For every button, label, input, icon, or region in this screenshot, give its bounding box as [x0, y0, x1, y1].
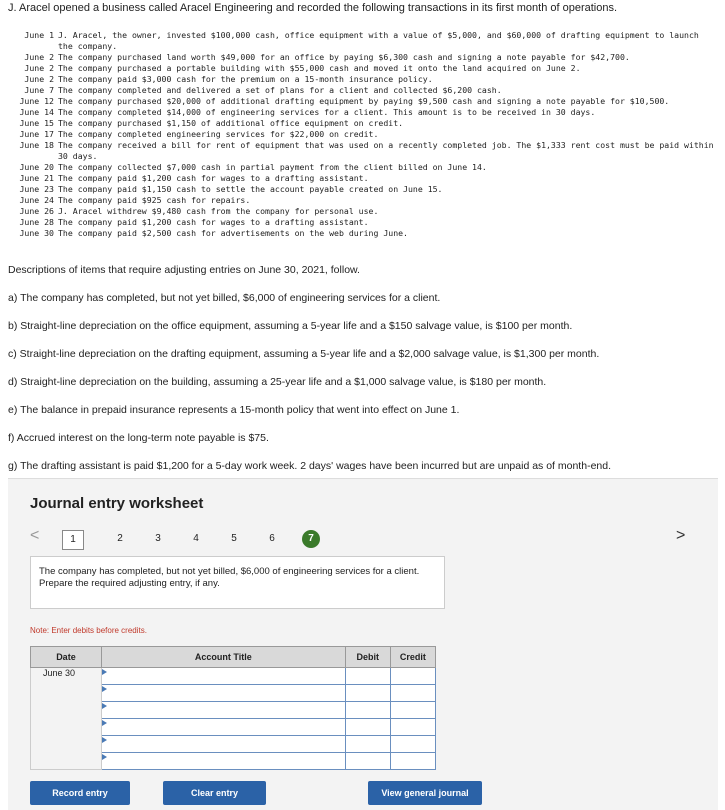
entry-prompt: The company has completed, but not yet billed, $6,000 of engineering services for a client. Prepare the required adjusting entry, if any.	[30, 556, 445, 609]
account-title-select[interactable]	[101, 702, 345, 719]
adjustment-item: b) Straight-line depreciation on the office equipment, assuming a 5-year life and a $150 salvage value, is $100 per month.	[8, 320, 573, 332]
transaction-text: The company collected $7,000 cash in partial payment from the client billed on June 14.	[58, 162, 487, 172]
account-title-column-header: Account Title	[101, 647, 345, 668]
account-title-select[interactable]	[101, 719, 345, 736]
transaction-date: June 15	[19, 118, 54, 128]
account-title-select[interactable]	[101, 668, 345, 685]
transaction-row	[12, 162, 717, 173]
account-title-select[interactable]	[101, 753, 345, 770]
transaction-row	[12, 74, 717, 85]
debit-column-header: Debit	[345, 647, 390, 668]
page-5-tab[interactable]: 5	[231, 533, 237, 544]
debit-credit-note: Note: Enter debits before credits.	[30, 626, 147, 635]
transaction-date: June 28	[19, 217, 54, 227]
transaction-text: The company paid $925 cash for repairs.	[58, 195, 251, 205]
page-2-tab[interactable]: 2	[117, 533, 123, 544]
transaction-row	[12, 118, 717, 129]
transaction-text: The company purchased land worth $49,000 for an office by paying $6,300 cash and signing a note payable for $42,700.	[58, 52, 630, 62]
transaction-text: The company paid $1,200 cash for wages to a drafting assistant.	[58, 173, 369, 183]
transaction-row	[12, 140, 717, 162]
transactions-list	[12, 30, 717, 239]
transaction-row	[12, 228, 717, 239]
page-6-tab[interactable]: 6	[269, 533, 275, 544]
transaction-text: The company paid $1,200 cash for wages to a drafting assistant.	[58, 217, 369, 227]
transaction-text: The company completed engineering services for $22,000 on credit.	[58, 129, 379, 139]
page-7-tab[interactable]: 7	[302, 530, 320, 548]
transaction-row	[12, 63, 717, 74]
debit-input[interactable]	[345, 668, 390, 685]
transaction-row	[12, 85, 717, 96]
credit-input[interactable]	[390, 753, 435, 770]
transaction-row	[12, 129, 717, 140]
transaction-date: June 21	[19, 173, 54, 183]
debit-input[interactable]	[345, 685, 390, 702]
adjustment-item: e) The balance in prepaid insurance represents a 15-month policy that went into effect on June 1.	[8, 404, 460, 416]
page-4-tab[interactable]: 4	[193, 533, 199, 544]
transaction-row	[12, 173, 717, 184]
debit-input[interactable]	[345, 736, 390, 753]
transaction-text: The company paid $1,150 cash to settle the account payable created on June 15.	[58, 184, 443, 194]
transaction-row	[12, 107, 717, 118]
account-title-select[interactable]	[101, 736, 345, 753]
transaction-text: The company completed $14,000 of engineering services for a client. This amount is to be received in 30 days.	[58, 107, 596, 117]
transaction-text: The company received a bill for rent of equipment that was used on a recently completed job. The $1,333 rent cost must be paid within 30 days.	[58, 140, 714, 161]
worksheet-title: Journal entry worksheet	[30, 495, 204, 512]
transaction-text: The company purchased $1,150 of additional office equipment on credit.	[58, 118, 404, 128]
transaction-row	[12, 30, 717, 52]
transaction-row	[12, 96, 717, 107]
transaction-date: June 1	[24, 30, 54, 40]
debit-input[interactable]	[345, 753, 390, 770]
transaction-text: J. Aracel withdrew $9,480 cash from the company for personal use.	[58, 206, 379, 216]
journal-entry-table	[30, 646, 436, 770]
transaction-date: June 24	[19, 195, 54, 205]
transaction-date: June 2	[24, 74, 54, 84]
debit-input[interactable]	[345, 702, 390, 719]
credit-input[interactable]	[390, 736, 435, 753]
next-arrow-icon[interactable]: >	[676, 527, 686, 544]
record-entry-button[interactable]: Record entry	[30, 781, 130, 805]
descriptions-intro: Descriptions of items that require adjusting entries on June 30, 2021, follow.	[8, 264, 360, 276]
credit-input[interactable]	[390, 702, 435, 719]
transaction-text: The company paid $2,500 cash for advertisements on the web during June.	[58, 228, 408, 238]
transaction-text: The company purchased a portable building with $55,000 cash and moved it onto the land acquired on June 2.	[58, 63, 581, 73]
transaction-row	[12, 184, 717, 195]
adjustment-item: d) Straight-line depreciation on the building, assuming a 25-year life and a $1,000 salvage value, is $180 per month.	[8, 376, 547, 388]
table-header-row	[31, 647, 436, 668]
transaction-text: The company paid $3,000 cash for the premium on a 15-month insurance policy.	[58, 74, 433, 84]
transaction-date: June 18	[19, 140, 54, 150]
adjustment-item: c) Straight-line depreciation on the drafting equipment, assuming a 5-year life and a $2,000 salvage value, is $1,300 per month.	[8, 348, 600, 360]
transaction-date: June 17	[19, 129, 54, 139]
entry-date: June 30	[31, 668, 102, 770]
transaction-date: June 20	[19, 162, 54, 172]
page-1-tab[interactable]: 1	[62, 530, 84, 550]
table-row	[31, 668, 436, 685]
worksheet-pager	[26, 527, 706, 549]
transaction-text: The company completed and delivered a set of plans for a client and collected $6,200 cash.	[58, 85, 502, 95]
credit-input[interactable]	[390, 685, 435, 702]
credit-input[interactable]	[390, 668, 435, 685]
transaction-date: June 7	[24, 85, 54, 95]
question-title: J. Aracel opened a business called Aracel Engineering and recorded the following transactions in its first month of operations.	[8, 2, 618, 14]
transaction-row	[12, 206, 717, 217]
date-column-header: Date	[31, 647, 102, 668]
transaction-date: June 30	[19, 228, 54, 238]
transaction-date: June 26	[19, 206, 54, 216]
account-title-select[interactable]	[101, 685, 345, 702]
transaction-date: June 2	[24, 52, 54, 62]
transaction-date: June 14	[19, 107, 54, 117]
credit-column-header: Credit	[390, 647, 435, 668]
transaction-text: J. Aracel, the owner, invested $100,000 cash, office equipment with a value of $5,000, and $60,000 of drafting equipment to launch the company.	[58, 30, 699, 51]
adjustment-item: g) The drafting assistant is paid $1,200 for a 5-day work week. 2 days' wages have been incurred but are unpaid as of month-end.	[8, 460, 612, 472]
adjustment-item: f) Accrued interest on the long-term note payable is $75.	[8, 432, 269, 444]
credit-input[interactable]	[390, 719, 435, 736]
transaction-date: June 2	[24, 63, 54, 73]
adjustment-item: a) The company has completed, but not yet billed, $6,000 of engineering services for a client.	[8, 292, 441, 304]
page-3-tab[interactable]: 3	[155, 533, 161, 544]
debit-input[interactable]	[345, 719, 390, 736]
clear-entry-button[interactable]: Clear entry	[163, 781, 266, 805]
view-general-journal-button[interactable]: View general journal	[368, 781, 482, 805]
transaction-row	[12, 195, 717, 206]
transaction-text: The company purchased $20,000 of additional drafting equipment by paying $9,500 cash and signing a note payable for $10,500.	[58, 96, 670, 106]
transaction-row	[12, 217, 717, 228]
transaction-date: June 23	[19, 184, 54, 194]
journal-worksheet	[8, 478, 718, 810]
transaction-row	[12, 52, 717, 63]
prev-arrow-icon[interactable]: <	[30, 527, 40, 544]
transaction-date: June 12	[19, 96, 54, 106]
